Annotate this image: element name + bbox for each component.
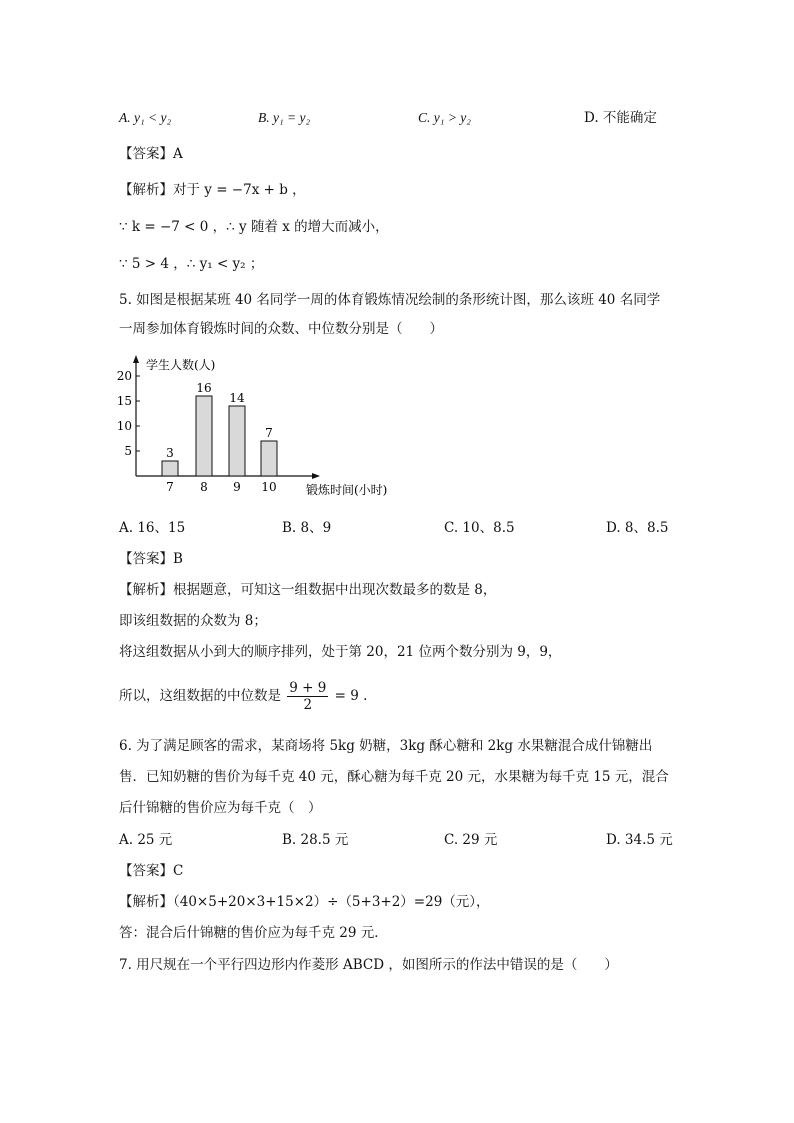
y-tick-label: 15 (116, 394, 132, 408)
q4-analysis-line2: ∵ k = −7 < 0 ，∴ y 随着 x 的增大而减小， (119, 219, 389, 235)
fraction-numerator: 9 + 9 (289, 680, 327, 696)
q5-analysis-line1: 【解析】根据题意，可知这一组数据中出现次数最多的数是 8， (119, 582, 497, 598)
q5-option-c: C. 10、8.5 (444, 520, 515, 536)
q6-stem-line3: 后什锦糖的售价应为每千克（ ） (119, 800, 322, 816)
q6-option-d: D. 34.5 元 (606, 832, 673, 848)
bar-value-label: 3 (166, 446, 174, 460)
q5-option-b: B. 8、9 (282, 520, 332, 536)
x-axis-label: 锻炼时间(小时) (306, 483, 388, 497)
q4-option-d: D. 不能确定 (584, 110, 657, 126)
bar (162, 461, 178, 476)
q5-analysis-line4 (119, 680, 367, 713)
q6-answer: 【答案】C (119, 863, 184, 879)
x-axis-arrow (312, 473, 320, 479)
q6-analysis-line2: 答：混合后什锦糖的售价应为每千克 29 元． (119, 925, 388, 941)
q4-analysis-line3: ∵ 5 > 4 ，∴ y₁ < y₂ ； (119, 256, 264, 272)
q6-option-a: A. 25 元 (119, 832, 173, 848)
q5-option-d: D. 8、8.5 (606, 520, 669, 536)
q5-stem-line1: 5. 如图是根据某班 40 名同学一周的体育锻炼情况绘制的条形统计图，那么该班 40 名同学 (119, 292, 661, 308)
median-fraction (287, 680, 328, 713)
q5-option-a: A. 16、15 (119, 520, 186, 536)
q6-stem-line1: 6. 为了满足顾客的需求，某商场将 5kg 奶糖，3kg 酥心糖和 2kg 水果糖混合成什锦糖出 (119, 738, 653, 754)
q5-analysis-line3: 将这组数据从小到大的顺序排列，处于第 20，21 位两个数分别为 9，9， (119, 644, 562, 660)
x-tick-label: 7 (166, 480, 174, 494)
bar-value-label: 7 (265, 426, 273, 440)
q5-analysis-line2: 即该组数据的众数为 8； (119, 613, 267, 629)
bar (196, 396, 212, 476)
y-tick-label: 5 (124, 444, 132, 458)
median-text-prefix: 所以，这组数据的中位数是 (119, 688, 281, 704)
x-tick-label: 8 (200, 480, 208, 494)
bar (229, 406, 245, 476)
median-text-suffix: = 9 . (334, 688, 368, 704)
q4-analysis-line1: 【解析】对于 y = −7x + b ， (119, 182, 306, 198)
q6-option-c: C. 29 元 (444, 832, 498, 848)
q4-answer: 【答案】A (119, 146, 183, 162)
q7-stem: 7. 用尺规在一个平行四边形内作菱形 ABCD ，如图所示的作法中错误的是（ ） (119, 957, 618, 973)
y-tick-label: 10 (116, 419, 132, 433)
q4-option-c: C. y₁ > y₂ (418, 110, 471, 125)
y-axis-arrow (133, 355, 139, 363)
q6-analysis-line1: 【解析】（40×5+20×3+15×2）÷（5+3+2）=29（元）， (119, 894, 490, 910)
fraction-denominator: 2 (303, 697, 313, 713)
bar-chart (110, 350, 388, 500)
bar (261, 441, 277, 476)
x-tick-label: 10 (261, 480, 277, 494)
q6-stem-line2: 售．已知奶糖的售价为每千克 40 元，酥心糖为每千克 20 元，水果糖为每千克 15 元，混合 (119, 769, 669, 785)
x-tick-label: 9 (233, 480, 241, 494)
bar-value-label: 14 (229, 391, 245, 405)
y-axis-label: 学生人数(人) (146, 358, 216, 372)
bar-value-label: 16 (196, 381, 212, 395)
q5-stem-line2: 一周参加体育锻炼时间的众数、中位数分别是（ ） (119, 321, 443, 337)
q4-option-a: A. y₁ < y₂ (119, 110, 172, 125)
q4-option-b: B. y₁ = y₂ (258, 110, 311, 125)
q5-answer: 【答案】B (119, 551, 183, 567)
q6-option-b: B. 28.5 元 (282, 832, 349, 848)
y-tick-label: 20 (116, 369, 132, 383)
